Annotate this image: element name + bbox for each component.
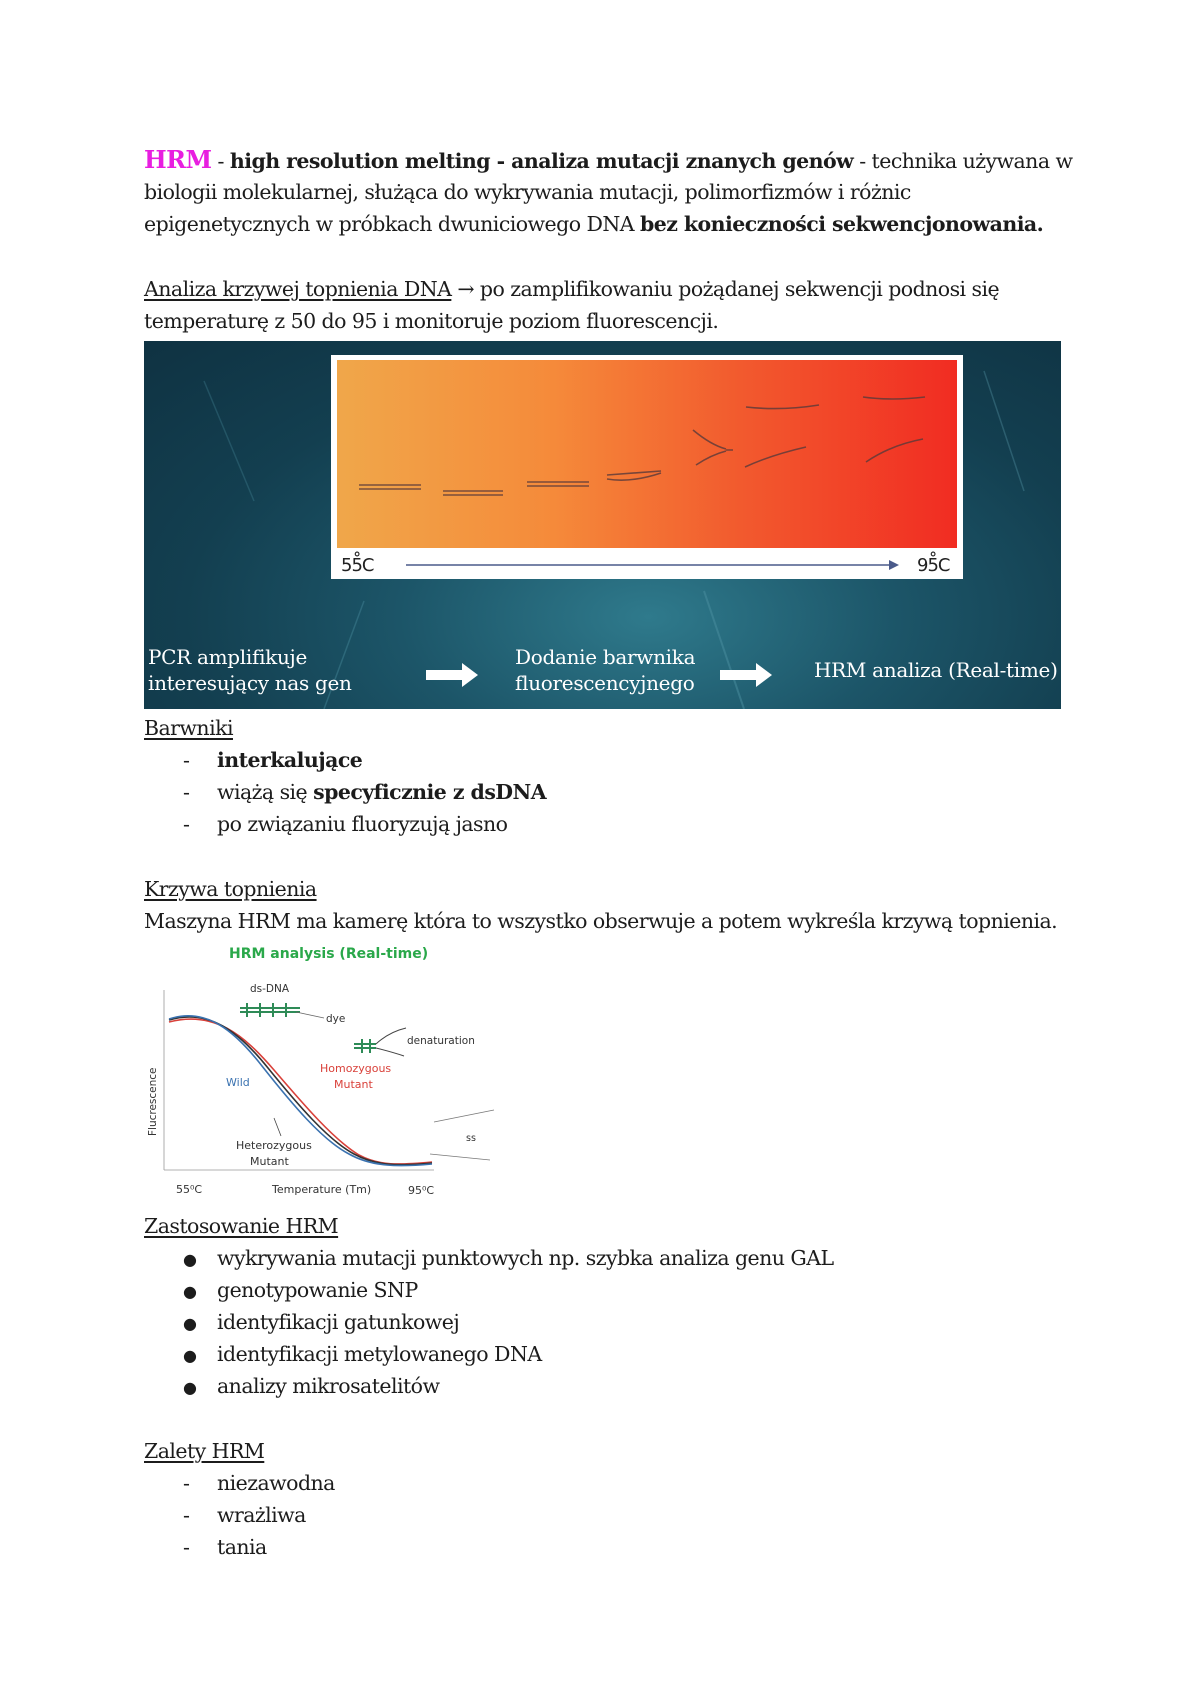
temperature-panel — [331, 355, 963, 579]
advantages-item — [183, 1531, 267, 1563]
intro-line-3 — [144, 208, 1043, 240]
start-temperature: 55̊C — [341, 555, 374, 576]
dash-marker: - — [183, 780, 190, 804]
fig2-hetero-label-2: Mutant — [250, 1155, 289, 1168]
dna-partial-melt-2 — [693, 430, 733, 465]
dna-partial-melt-1 — [607, 471, 661, 480]
ss-strand-2 — [430, 1154, 490, 1160]
step2-caption — [515, 644, 695, 696]
curve-heading: Krzywa topnienia — [144, 877, 317, 901]
fig2-homo-label-2: Mutant — [334, 1078, 373, 1091]
curve-text: Maszyna HRM ma kamerę która to wszystko obserwuje a potem wykreśla krzywą topnienia. — [144, 909, 1058, 933]
fig2-title: HRM analysis (Real-time) — [229, 946, 429, 962]
analysis-line-2: temperaturę z 50 do 95 i monitoruje poziom fluorescencji. — [144, 309, 719, 333]
step2-line-2: fluorescencyjnego — [515, 671, 695, 695]
melting-process-figure — [144, 341, 1061, 709]
dyes-item-text: interkalujące — [217, 748, 363, 772]
dyes-heading: Barwniki — [144, 716, 233, 740]
applications-item-text: genotypowanie SNP — [217, 1278, 418, 1302]
advantages-heading: Zalety HRM — [144, 1439, 265, 1463]
single-strand-4 — [863, 397, 925, 399]
analysis-heading: Analiza krzywej topnienia DNA — [144, 277, 452, 301]
dna-double-strand-3 — [527, 482, 589, 486]
advantages-item — [183, 1499, 306, 1531]
single-strand-2 — [746, 405, 819, 409]
fig2-dsdna-label: ds-DNA — [250, 983, 290, 995]
dna-strands-drawing — [331, 355, 963, 579]
advantages-item — [183, 1467, 335, 1499]
advantages-item-text: wrażliwa — [217, 1503, 306, 1527]
dna-double-strand-2 — [443, 491, 503, 495]
intro-line-2: biologii molekularnej, służąca do wykrywania mutacji, polimorfizmów i różnic — [144, 180, 911, 204]
step2-line-1: Dodanie barwnika — [515, 645, 696, 669]
single-strand-1 — [745, 447, 806, 467]
dyes-item-3 — [183, 808, 507, 840]
temperature-arrow-head — [889, 560, 899, 570]
dyes-item-text: po związaniu fluoryzują jasno — [217, 812, 508, 836]
hrm-term: HRM — [144, 145, 212, 174]
dyes-item-2 — [183, 776, 546, 808]
analysis-line-1 — [144, 273, 999, 305]
dash-marker: - — [183, 1471, 190, 1495]
step1-caption — [148, 644, 352, 696]
dyes-item-text: wiążą się — [217, 780, 314, 804]
applications-item — [183, 1274, 418, 1308]
step1-line-2: interesujący nas gen — [148, 671, 352, 695]
intro-line-1 — [144, 144, 1072, 177]
applications-item-text: analizy mikrosatelitów — [217, 1374, 440, 1398]
applications-item-text: wykrywania mutacji punktowych np. szybka analiza genu GAL — [217, 1246, 834, 1270]
dash-marker: - — [183, 812, 190, 836]
dyes-item-1 — [183, 744, 362, 776]
hrm-analysis-figure — [144, 940, 504, 1200]
step3-caption: HRM analiza (Real-time) — [814, 658, 1058, 682]
step1-line-1: PCR amplifikuje — [148, 645, 307, 669]
single-strand-3 — [866, 439, 923, 462]
applications-item — [183, 1306, 459, 1340]
applications-item-text: identyfikacji gatunkowej — [217, 1310, 460, 1334]
hrm-definition: high resolution melting - analiza mutacji znanych genów — [229, 149, 854, 173]
fig2-xlabel: Temperature (Tm) — [272, 1183, 372, 1196]
applications-item — [183, 1242, 834, 1276]
fig2-wild-label: Wild — [226, 1076, 250, 1089]
dash-marker: - — [183, 1503, 190, 1527]
step-arrow-icon — [718, 663, 774, 687]
applications-heading: Zastosowanie HRM — [144, 1214, 339, 1238]
bullet-marker: ● — [183, 1282, 197, 1301]
end-temperature: 95̊C — [917, 555, 950, 576]
fig2-ylabel: Flucrescence — [147, 1067, 159, 1136]
analysis-text: → po zamplifikowaniu pożądanej sekwencji podnosi się — [451, 277, 1000, 301]
advantages-item-text: niezawodna — [217, 1471, 335, 1495]
bullet-marker: ● — [183, 1346, 197, 1365]
denaturation-icon — [354, 1039, 376, 1053]
dash-marker: - — [183, 748, 190, 772]
bullet-marker: ● — [183, 1250, 197, 1269]
advantages-item-text: tania — [217, 1535, 267, 1559]
applications-item-text: identyfikacji metylowanego DNA — [217, 1342, 542, 1366]
intro-tail: - technika używana w — [853, 149, 1073, 173]
bullet-marker: ● — [183, 1314, 197, 1333]
fig2-x-start: 55⁰C — [176, 1183, 203, 1196]
fig2-x-end: 95⁰C — [408, 1184, 435, 1197]
fig2-ss-label: ss — [466, 1133, 476, 1144]
intro-bold-end: bez konieczności sekwencjonowania. — [639, 212, 1044, 236]
dash-marker: - — [183, 1535, 190, 1559]
intro-sep: - — [211, 149, 230, 173]
applications-item — [183, 1370, 439, 1404]
fig2-denaturation-label: denaturation — [407, 1035, 475, 1047]
fig2-dye-label: dye — [326, 1013, 346, 1025]
applications-item — [183, 1338, 542, 1372]
dyes-item-bold: specyficznie z dsDNA — [313, 780, 547, 804]
bullet-marker: ● — [183, 1378, 197, 1397]
dsdna-dye-icon — [240, 1003, 300, 1017]
fig2-hetero-label-1: Heterozygous — [236, 1139, 312, 1152]
ss-strand-1 — [434, 1110, 494, 1122]
intro-line-3-text: epigenetycznych w próbkach dwuniciowego DNA — [144, 212, 640, 236]
fig2-homo-label-1: Homozygous — [320, 1062, 392, 1075]
step-arrow-icon — [424, 663, 480, 687]
dna-double-strand-1 — [359, 485, 421, 489]
